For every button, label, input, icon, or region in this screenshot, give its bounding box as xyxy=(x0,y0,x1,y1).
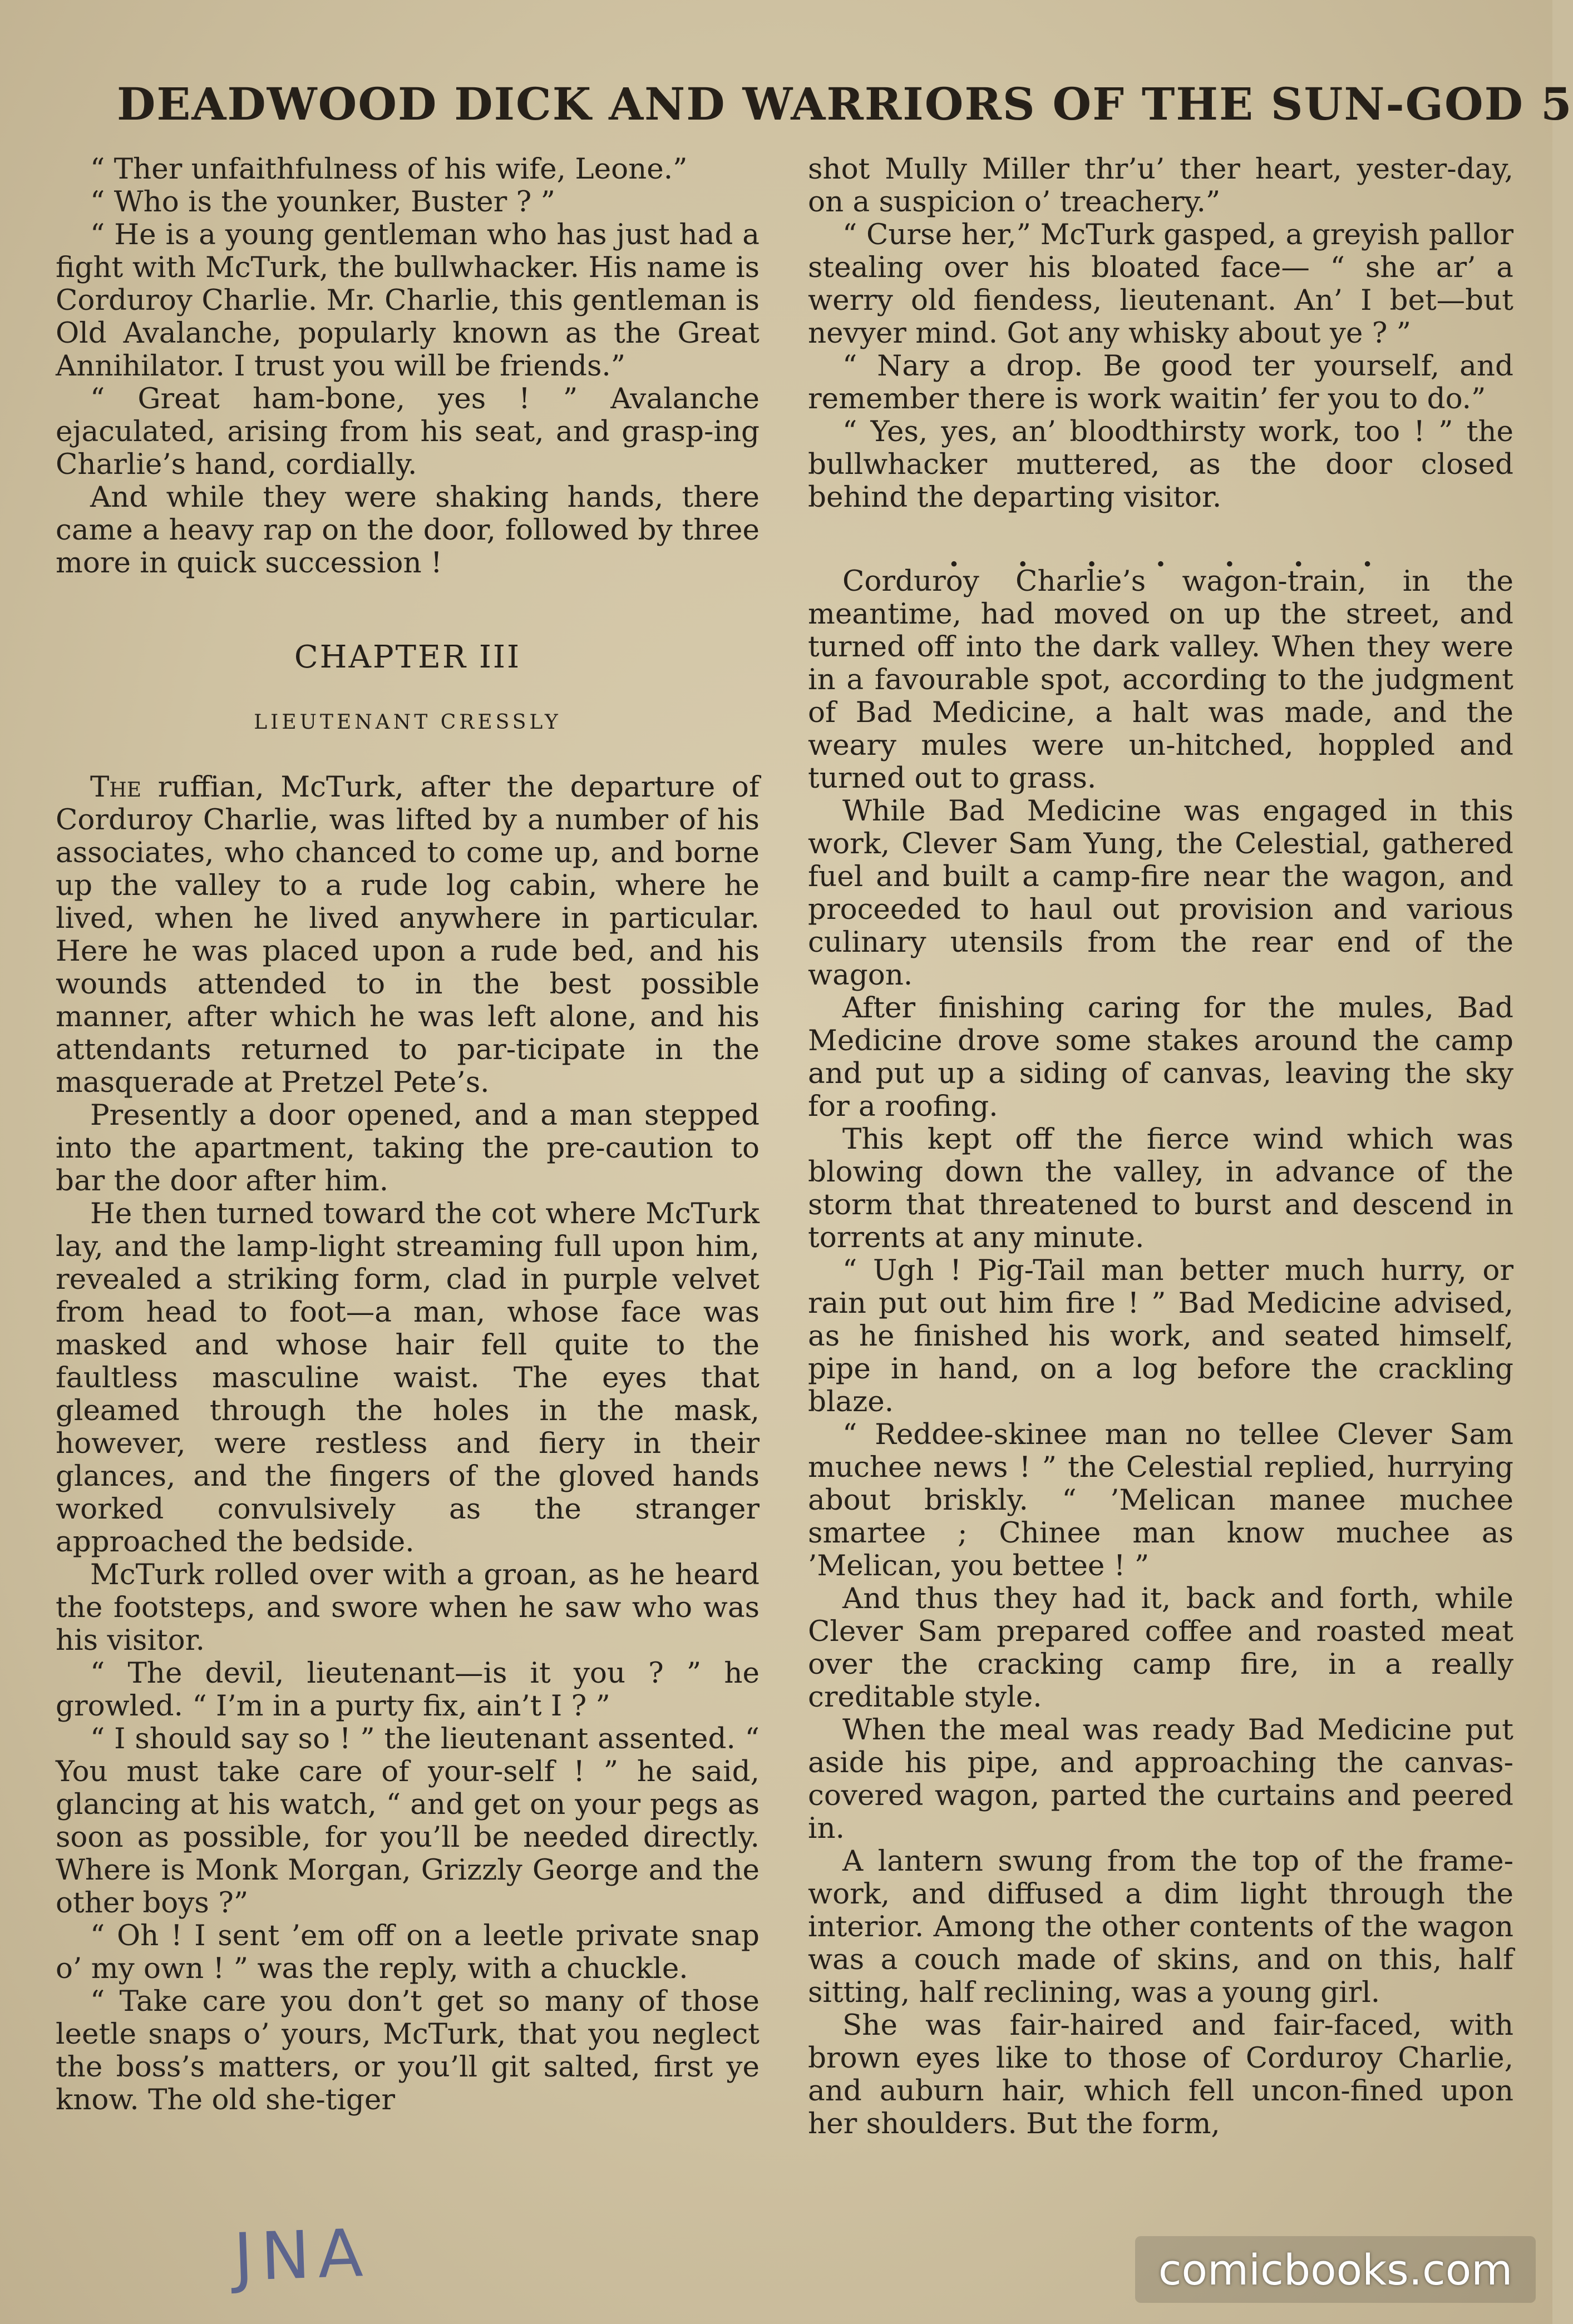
paragraph: A lantern swung from the top of the frame-work, and diffused a dim light through the interior. Among the other contents of the wagon was a couch made of skins, and on this, half sitting, half reclining, was a young girl. xyxy=(808,1845,1513,2009)
paragraph: McTurk rolled over with a groan, as he heard the footsteps, and swore when he saw who was his visitor. xyxy=(56,1558,760,1657)
paragraph: He then turned toward the cot where McTurk lay, and the lamp-light streaming full upon him, revealed a striking form, clad in purple velvet from head to foot—a man, whose face was masked and whose hair fell quite to the faultless masculine waist. The eyes that gleamed through the holes in the mask, however, were restless and fiery in their glances, and the fingers of the gloved hands worked convulsively as the stranger approached the bedside. xyxy=(56,1197,760,1559)
paragraph: “ Yes, yes, an’ bloodthirsty work, too ! ” the bullwhacker muttered, as the door closed behind the departing visitor. xyxy=(808,415,1513,514)
paragraph: “ Ther unfaithfulness of his wife, Leone.” xyxy=(90,152,688,186)
paragraph: And thus they had it, back and forth, while Clever Sam prepared coffee and roasted meat over the cracking camp fire, in a really creditable style. xyxy=(808,1582,1513,1714)
paragraph: “ Oh ! I sent ’em off on a leetle private snap o’ my own ! ” was the reply, with a chuckle. xyxy=(56,1919,760,1985)
chapter-subtitle: LIEUTENANT CRESSLY xyxy=(254,711,561,734)
page-number: 5 xyxy=(1541,78,1573,130)
right-column xyxy=(808,153,1513,2222)
paragraph: shot Mully Miller thr’u’ ther heart, yester-day, on a suspicion o’ treachery.” xyxy=(808,152,1513,219)
paragraph: Presently a door opened, and a man stepped into the apartment, taking the pre-caution to bar the door after him. xyxy=(56,1099,760,1198)
paragraph: This kept off the fierce wind which was blowing down the valley, in advance of the storm that threatened to burst and descend in torrents at any minute. xyxy=(808,1123,1513,1254)
paragraph: Corduroy Charlie’s wagon-train, in the meantime, had moved on up the street, and turned off into the dark valley. When they were in a favourable spot, according to the judgment of Bad Medicine, a halt was made, and the weary mules were un-hitched, hoppled and turned out to grass. xyxy=(808,565,1513,795)
paragraph: “ The devil, lieutenant—is it you ? ” he growled. “ I’m in a purty fix, ain’t I ? ” xyxy=(56,1657,760,1723)
paragraph: “ I should say so ! ” the lieutenant assented. “ You must take care of your-self ! ” he said, glancing at his watch, “ and get on your pegs as soon as possible, for you’ll be needed directly. Where is Monk Morgan, Grizzly George and the other boys ?” xyxy=(56,1722,760,1920)
paragraph: “ Who is the younker, Buster ? ” xyxy=(90,185,555,219)
lead-word: The xyxy=(90,770,142,804)
ink-stamp: JNA xyxy=(232,2214,372,2296)
paragraph: “ Curse her,” McTurk gasped, a greyish pallor stealing over his bloated face— “ she ar’ a werry old fiendess, lieutenant. An’ I bet—but nevyer mind. Got any whisky about ye ? ” xyxy=(808,218,1513,350)
paragraph-text: ruffian, McTurk, after the departure of Corduroy Charlie, was lifted by a number of his associates, who chanced to come up, and borne up the valley to a rude log cabin, where he lived, when he lived anywhere in particular. Here he was placed upon a rude bed, and his wounds attended to in the best possible manner, after which he was left alone, and his attendants returned to par-ticipate in the masquerade at Pretzel Pete’s. xyxy=(56,770,760,1099)
page-header xyxy=(117,78,1573,139)
paragraph: “ Nary a drop. Be good ter yourself, and remember there is work waitin’ fer you to do.” xyxy=(808,349,1513,416)
paragraph: “ Reddee-skinee man no tellee Clever Sam muchee news ! ” the Celestial replied, hurrying about briskly. “ ’Melican manee muchee smartee ; Chinee man know muchee as ’Melican, you bettee ! ” xyxy=(808,1418,1513,1583)
paragraph: “ He is a young gentleman who has just had a fight with McTurk, the bullwhacker. His name is Corduroy Charlie. Mr. Charlie, this gentleman is Old Avalanche, popularly known as the Great Annihilator. I trust you will be friends.” xyxy=(56,218,760,383)
paragraph: “ Take care you don’t get so many of those leetle snaps o’ yours, McTurk, that you neglect the boss’s matters, or you’ll git salted, first ye know. The old she-tiger xyxy=(56,1985,760,2117)
left-column xyxy=(56,153,760,2222)
section-break-dots: . . . . . . . xyxy=(949,540,1373,573)
paragraph: “ Ugh ! Pig-Tail man better much hurry, or rain put out him fire ! ” Bad Medicine advised, as he finished his work, and seated himself, pipe in hand, on a log before the crackling blaze. xyxy=(808,1254,1513,1418)
paragraph: After finishing caring for the mules, Bad Medicine drove some stakes around the camp and put up a siding of canvas, leaving the sky for a roofing. xyxy=(808,991,1513,1123)
watermark: comicbooks.com xyxy=(1135,2236,1536,2303)
paragraph: While Bad Medicine was engaged in this work, Clever Sam Yung, the Celestial, gathered fuel and built a camp-fire near the wagon, and proceeded to haul out provision and various culinary utensils from the rear end of the wagon. xyxy=(808,794,1513,992)
paragraph: When the meal was ready Bad Medicine put aside his pipe, and approaching the canvas-covered wagon, parted the curtains and peered in. xyxy=(808,1713,1513,1845)
paragraph: “ Great ham-bone, yes ! ” Avalanche ejaculated, arising from his seat, and grasp-ing Charlie’s hand, cordially. xyxy=(56,382,760,481)
paragraph: And while they were shaking hands, there came a heavy rap on the door, followed by three more in quick succession ! xyxy=(56,481,760,580)
paragraph xyxy=(56,771,760,1099)
chapter-heading: CHAPTER III xyxy=(294,639,521,675)
paragraph: She was fair-haired and fair-faced, with brown eyes like to those of Corduroy Charlie, and auburn hair, which fell uncon-fined upon her shoulders. But the form, xyxy=(808,2009,1513,2140)
running-title: DEADWOOD DICK AND WARRIORS OF THE SUN-GOD xyxy=(117,78,1525,130)
